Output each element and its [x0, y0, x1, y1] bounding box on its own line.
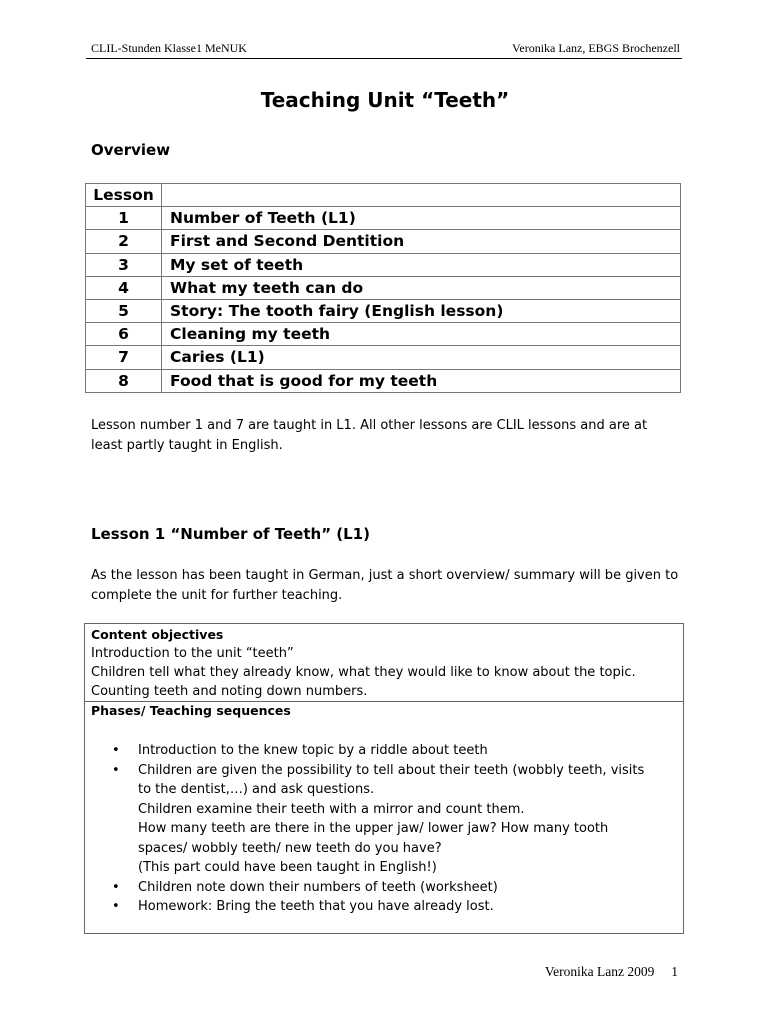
- lesson-topic-cell: What my teeth can do: [162, 276, 681, 299]
- list-item: [112, 741, 672, 761]
- lesson-number-cell: 4: [86, 276, 162, 299]
- bullet-icon: •: [112, 899, 120, 914]
- lesson-number-cell: 2: [86, 230, 162, 253]
- lessons-table: [85, 183, 681, 393]
- list-item: [112, 761, 672, 878]
- lesson-number-cell: 5: [86, 299, 162, 322]
- bullet-line: Introduction to the knew topic by a riddle about teeth: [138, 743, 488, 758]
- box-divider: [84, 701, 684, 702]
- bullet-line: spaces/ wobbly teeth/ new teeth do you have?: [138, 840, 442, 856]
- header-right: Veronika Lanz, EBGS Brochenzell: [512, 41, 680, 55]
- lesson-topic-cell: Story: The tooth fairy (English lesson): [162, 299, 681, 322]
- footer-author: Veronika Lanz 2009: [544, 964, 655, 979]
- lesson1-heading: Lesson 1 “Number of Teeth” (L1): [91, 525, 370, 543]
- header-rule: [86, 58, 682, 59]
- phases-heading: Phases/ Teaching sequences: [91, 703, 291, 718]
- lesson-topic-cell: Cleaning my teeth: [162, 323, 681, 346]
- page-footer: [545, 964, 678, 980]
- table-header-empty-cell: [162, 184, 681, 207]
- list-item: [112, 897, 672, 917]
- table-row: [86, 230, 681, 253]
- bullet-line: How many teeth are there in the upper jaw/ lower jaw? How many tooth: [138, 821, 609, 836]
- table-row: [86, 276, 681, 299]
- table-row: [86, 299, 681, 322]
- content-objective-line: Introduction to the unit “teeth”: [91, 646, 294, 661]
- bullet-line: Children are given the possibility to tell about their teeth (wobbly teeth, visits: [138, 762, 645, 778]
- lesson-topic-cell: Number of Teeth (L1): [162, 207, 681, 230]
- table-row: [86, 369, 681, 392]
- lesson-topic-cell: Food that is good for my teeth: [162, 369, 681, 392]
- table-row: [86, 323, 681, 346]
- content-objectives: [91, 625, 681, 701]
- phases-bullet-list: [112, 741, 672, 917]
- list-item: [112, 878, 672, 898]
- lesson-number-cell: 1: [86, 207, 162, 230]
- lesson-number-cell: 8: [86, 369, 162, 392]
- lesson-topic-cell: First and Second Dentition: [162, 230, 681, 253]
- lessons-note: Lesson number 1 and 7 are taught in L1. All other lessons are CLIL lessons and are at least partly taught in English.: [91, 418, 648, 453]
- lesson-number-cell: 6: [86, 323, 162, 346]
- content-objective-line: Counting teeth and noting down numbers.: [91, 684, 368, 699]
- table-row: [86, 207, 681, 230]
- overview-heading: Overview: [91, 141, 171, 159]
- content-objective-line: Children tell what they already know, what they would like to know about the topic.: [91, 665, 636, 680]
- bullet-line: (This part could have been taught in English!): [138, 860, 437, 875]
- footer-page-number: 1: [671, 964, 678, 979]
- table-row: [86, 253, 681, 276]
- lesson-topic-cell: My set of teeth: [162, 253, 681, 276]
- lesson-number-cell: 7: [86, 346, 162, 369]
- bullet-icon: •: [112, 879, 120, 895]
- lesson1-intro: As the lesson has been taught in German, just a short overview/ summary will be given to complete the unit for further teaching.: [91, 568, 679, 603]
- bullet-icon: •: [112, 743, 120, 758]
- bullet-line: Homework: Bring the teeth that you have already lost.: [138, 899, 494, 914]
- bullet-line: Children examine their teeth with a mirror and count them.: [138, 801, 525, 817]
- table-header-cell: Lesson: [86, 184, 162, 207]
- lesson-number-cell: 3: [86, 253, 162, 276]
- table-header-row: [86, 184, 681, 207]
- bullet-icon: •: [112, 762, 120, 778]
- bullet-line: to the dentist,…) and ask questions.: [138, 782, 375, 797]
- lesson-topic-cell: Caries (L1): [162, 346, 681, 369]
- bullet-line: Children note down their numbers of teeth (worksheet): [138, 879, 498, 895]
- content-objectives-heading: Content objectives: [91, 627, 224, 642]
- header-left: CLIL-Stunden Klasse1 MeNUK: [91, 41, 247, 55]
- table-row: [86, 346, 681, 369]
- page-title: Teaching Unit “Teeth”: [260, 88, 510, 112]
